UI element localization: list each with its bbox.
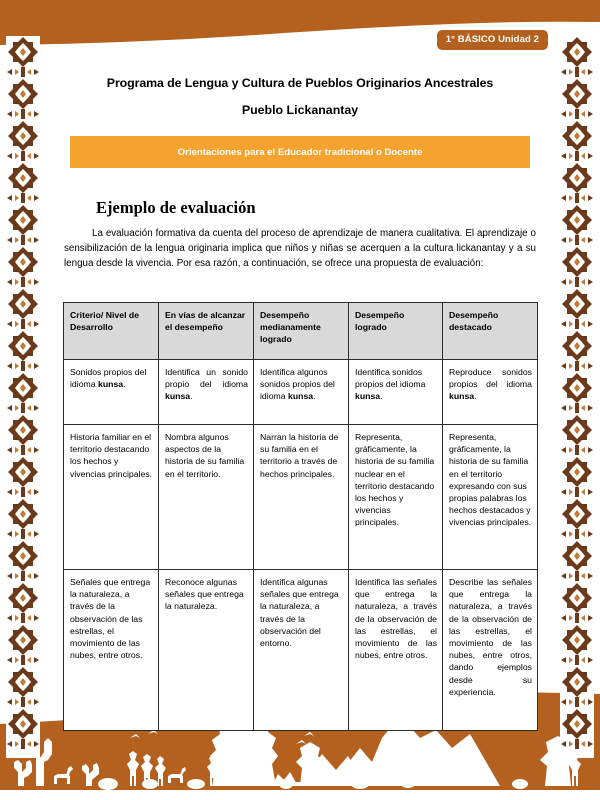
- cell-en-vias: Nombra algunos aspectos de la historia de su familia en el territorio.: [159, 425, 254, 570]
- cell-destacado: Reproduce sonidos propios del idioma kunsa.: [443, 360, 538, 425]
- column-header-en-vias: En vías de alcanzar el desempeño: [159, 303, 254, 360]
- cell-criterio: Señales que entrega la naturaleza, a través de la observación de las estrellas, el movimiento de las nubes, entre otros.: [64, 570, 159, 731]
- table-row: [64, 425, 538, 570]
- page-subtitle: Pueblo Lickanantay: [241, 103, 359, 117]
- cell-en-vias: Identifica un sonido propio del idioma kunsa.: [159, 360, 254, 425]
- cell-medianamente: Narran la historia de su familia en el territorio a través de hechos principales.: [254, 425, 349, 570]
- orientation-banner: [70, 136, 530, 168]
- cell-medianamente: Identifica algunos sonidos propios del idioma kunsa.: [254, 360, 349, 425]
- table-header-row: [64, 303, 538, 360]
- column-header-destacado: Desempeño destacado: [443, 303, 538, 360]
- column-header-logrado: Desempeño logrado: [349, 303, 443, 360]
- evaluation-rubric-table: [63, 302, 538, 731]
- table-row: [64, 360, 538, 425]
- column-header-criterio: Criterio/ Nivel de Desarrollo: [64, 303, 159, 360]
- orientation-banner-label: Orientaciones para el Educador tradicional o Docente: [177, 146, 423, 158]
- cell-criterio: Historia familiar en el territorio destacando los hechos y vivencias principales.: [64, 425, 159, 570]
- unit-badge: 1° BÁSICO Unidad 2: [437, 30, 548, 50]
- intro-paragraph: La evaluación formativa da cuenta del proceso de aprendizaje de manera cualitativa. El aprendizaje o sensibilización de la lengua originaria implica que niños y niñas se acerquen a la cultura lickanantay y a su lengua desde la vivencia. Por esa razón, a continuación, se ofrece una propuesta de evaluación:: [64, 228, 536, 270]
- cell-logrado: Identifica las señales que entrega la naturaleza, a través de la observación de las estrellas, el movimiento de las nubes, entre otros.: [349, 570, 443, 731]
- cell-destacado: Representa, gráficamente, la historia de su familia en el territorio expresando con sus propias palabras los hechos destacados y vivencias principales.: [443, 425, 538, 570]
- column-header-medianamente: Desempeño medianamente logrado: [254, 303, 349, 360]
- page-title: Programa de Lengua y Cultura de Pueblos Originarios Ancestrales: [106, 76, 494, 90]
- cell-logrado: Representa, gráficamente, la historia de su familia nuclear en el territorio destacando los hechos y vivencias principales.: [349, 425, 443, 570]
- section-heading: Ejemplo de evaluación: [96, 198, 256, 217]
- cell-criterio: Sonidos propios del idioma kunsa.: [64, 360, 159, 425]
- table-row: [64, 570, 538, 731]
- cell-logrado: Identifica sonidos propios del idioma kunsa.: [349, 360, 443, 425]
- cell-destacado: Describe las señales que entrega la naturaleza, a través de la observación de las estrellas, el movimiento de las nubes, entre otros, dando ejemplos desde su experiencia.: [443, 570, 538, 731]
- cell-medianamente: Identifica algunas señales que entrega la naturaleza, a través de la observación del entorno.: [254, 570, 349, 731]
- cell-en-vias: Reconoce algunas señales que entrega la naturaleza.: [159, 570, 254, 731]
